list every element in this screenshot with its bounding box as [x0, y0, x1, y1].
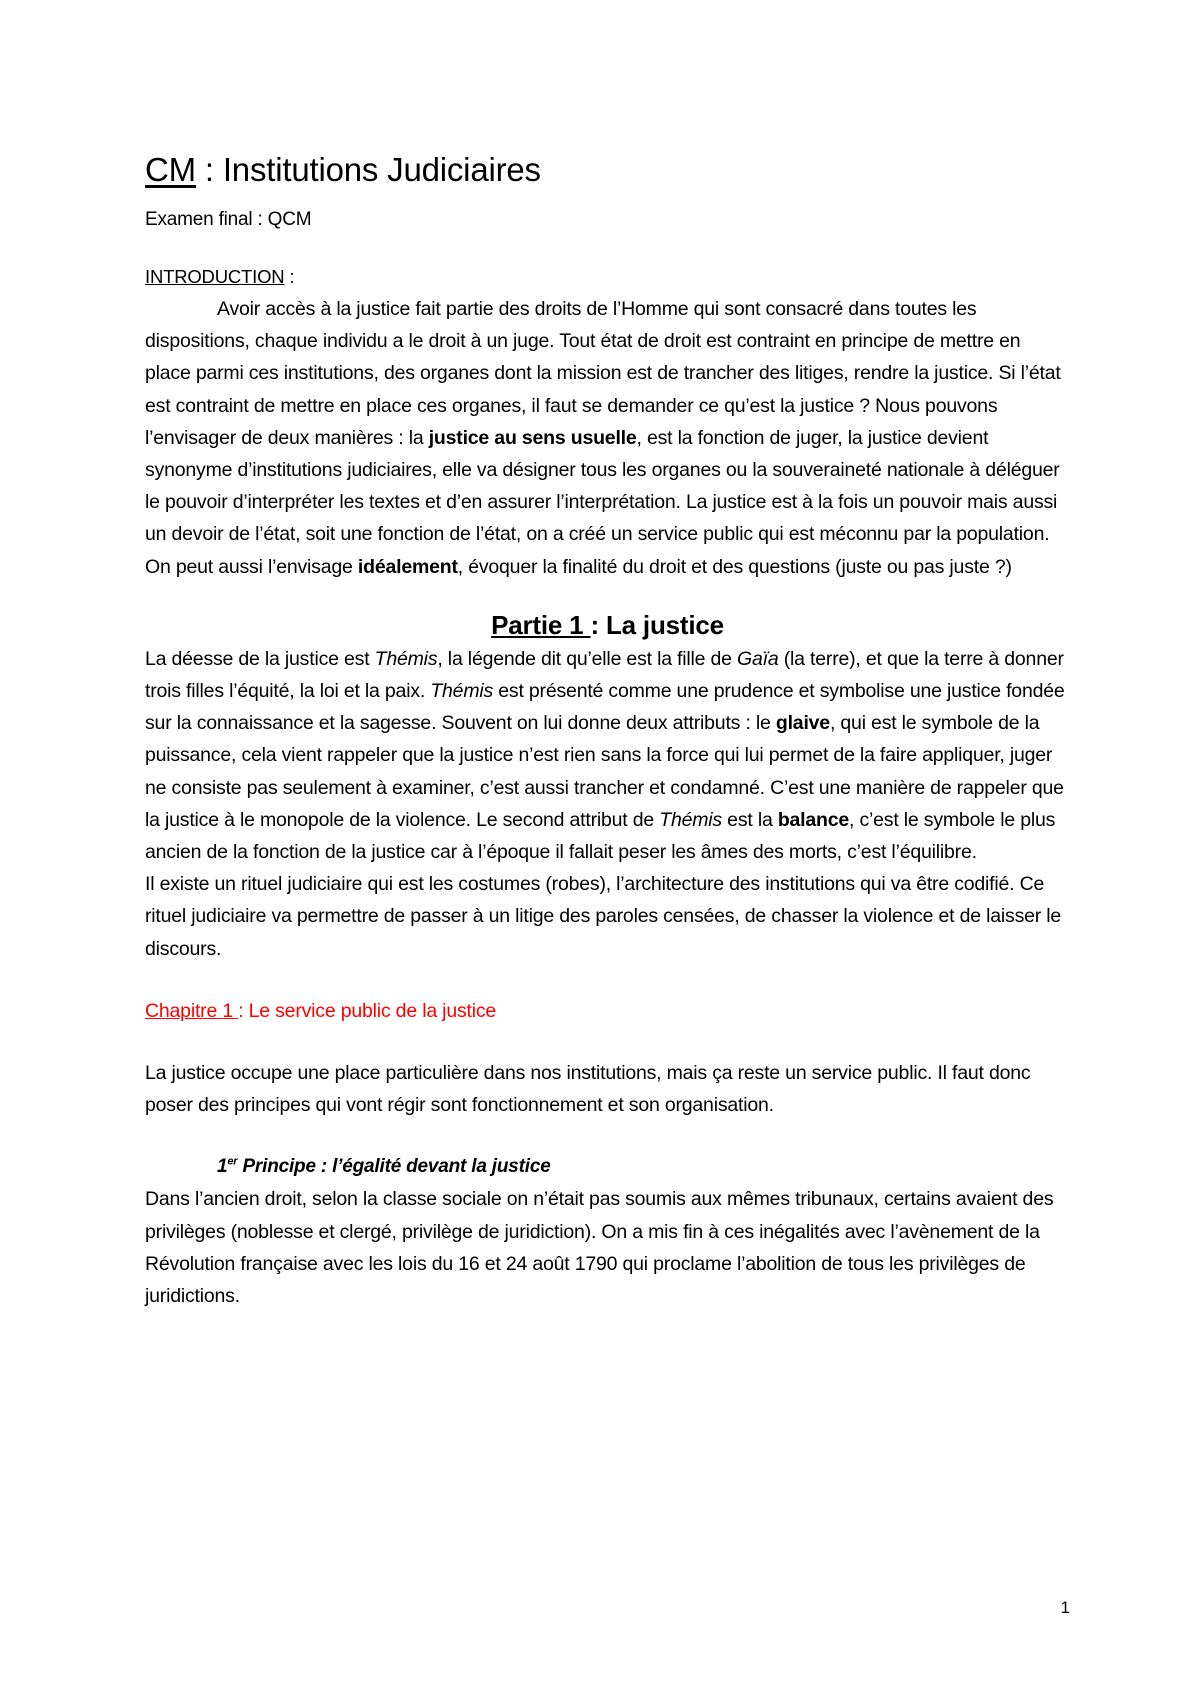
part1-text-4: est présenté comme une prudence et symbolise une justice fondée sur la connaissance et la sagesse. Souvent on lui donne deux attributs : le	[145, 680, 1065, 735]
part1-text-6: est la	[721, 808, 778, 831]
part-1-title-prefix: Partie 1	[491, 609, 591, 640]
themis-italic-1: Thémis	[374, 647, 438, 670]
exam-line: Examen final : QCM	[145, 209, 312, 230]
part1-text-7: , c’est le symbole le plus ancien de la fonction de la justice car à l’époque il fallait peser les âmes des morts, c’est l’équilibre.	[145, 808, 1056, 864]
chapter-1-prefix: Chapitre 1	[145, 999, 239, 1022]
principle-1-heading	[217, 1151, 1070, 1183]
intro-bold-justice-usuelle: justice au sens usuelle	[428, 426, 637, 449]
document-title	[145, 148, 1070, 192]
principle-title: Principe : l’égalité devant la justice	[237, 1156, 551, 1178]
part1-text-3: (la terre), et que la terre à donner trois filles l’équité, la loi et la paix.	[145, 647, 1064, 703]
part-1-title-rest: : La justice	[590, 609, 724, 640]
glaive-bold: glaive	[775, 712, 830, 735]
themis-italic-2: Thémis	[430, 680, 494, 703]
themis-italic-3: Thémis	[659, 808, 722, 831]
page-number: 1	[1060, 1598, 1070, 1617]
chapter-1-heading	[145, 995, 1070, 1027]
part1-text-5: , qui est le symbole de la puissance, cela vient rappeler que la justice n’est rien sans la force qui lui permet de la faire appliquer, juger ne consiste pas seulement à examiner, c’est aussi trancher et condamné. C’est une manière de rappeler que la justice à le monopole de la violence. Le second attribut de	[145, 712, 1064, 831]
part1-text-2: , la légende dit qu’elle est la fille de	[437, 647, 738, 670]
intro-text-1: Avoir accès à la justice fait partie des droits de l’Homme qui sont consacré dans toutes les dispositions, chaque individu a le droit à un juge. Tout état de droit est contraint en principe de mettre en place parmi ces institutions, des organes dont la mission est de trancher des litiges, rendre la justice. Si l’état est contraint de mettre en place ces organes, il faut se demander ce qu’est la justice ? Nous pouvons l’envisager de deux manières : la	[145, 298, 1061, 449]
balance-bold: balance	[777, 808, 850, 831]
intro-bold-idealement: idéalement	[357, 555, 458, 578]
title-prefix: CM	[145, 151, 196, 188]
introduction-heading-suffix: :	[284, 266, 295, 287]
introduction-paragraph	[145, 293, 1070, 583]
intro-text-3: , évoquer la finalité du droit et des questions (juste ou pas juste ?)	[457, 555, 1012, 578]
intro-text-2: , est la fonction de juger, la justice devient synonyme d’institutions judiciaires, elle va désigner tous les organes ou la souveraineté nationale à déléguer le pouvoir d’interpréter les textes et d’en assurer l’interprétation. La justice est à la fois un pouvoir mais aussi un devoir de l’état, soit une fonction de l’état, on a créé un service public qui est méconnu par la population. On peut aussi l’envisage	[145, 426, 1060, 578]
principle-number: 1	[217, 1156, 228, 1178]
chapter-1-rest: : Le service public de la justice	[238, 999, 497, 1022]
part1-text-1: La déesse de la justice est	[145, 647, 375, 670]
gaia-italic: Gaïa	[737, 647, 779, 670]
chapter-1-paragraph: La justice occupe une place particulière dans nos institutions, mais ça reste un service public. Il faut donc poser des principes qui vont régir sont fonctionnement et son organisation.	[145, 1061, 1031, 1117]
introduction-heading	[145, 261, 1070, 293]
title-rest: : Institutions Judiciaires	[195, 151, 541, 188]
page-content	[145, 148, 1070, 1312]
part-1-title	[145, 607, 1070, 643]
part-1-paragraph	[145, 643, 1070, 868]
introduction-heading-label: INTRODUCTION	[145, 266, 285, 287]
principle-ordinal-suffix: er	[227, 1155, 238, 1168]
principle-1-paragraph: Dans l’ancien droit, selon la classe sociale on n’était pas soumis aux mêmes tribunaux, certains avaient des privilèges (noblesse et clergé, privilège de juridiction). On a mis fin à ces inégalités avec l’avènement de la Révolution française avec les lois du 16 et 24 août 1790 qui proclame l’abolition de tous les privilèges de juridictions.	[145, 1188, 1054, 1308]
ritual-paragraph: Il existe un rituel judiciaire qui est les costumes (robes), l’architecture des institutions qui va être codifié. Ce rituel judiciaire va permettre de passer à un litige des paroles censées, de chasser la violence et de laisser le discours.	[145, 873, 1062, 960]
